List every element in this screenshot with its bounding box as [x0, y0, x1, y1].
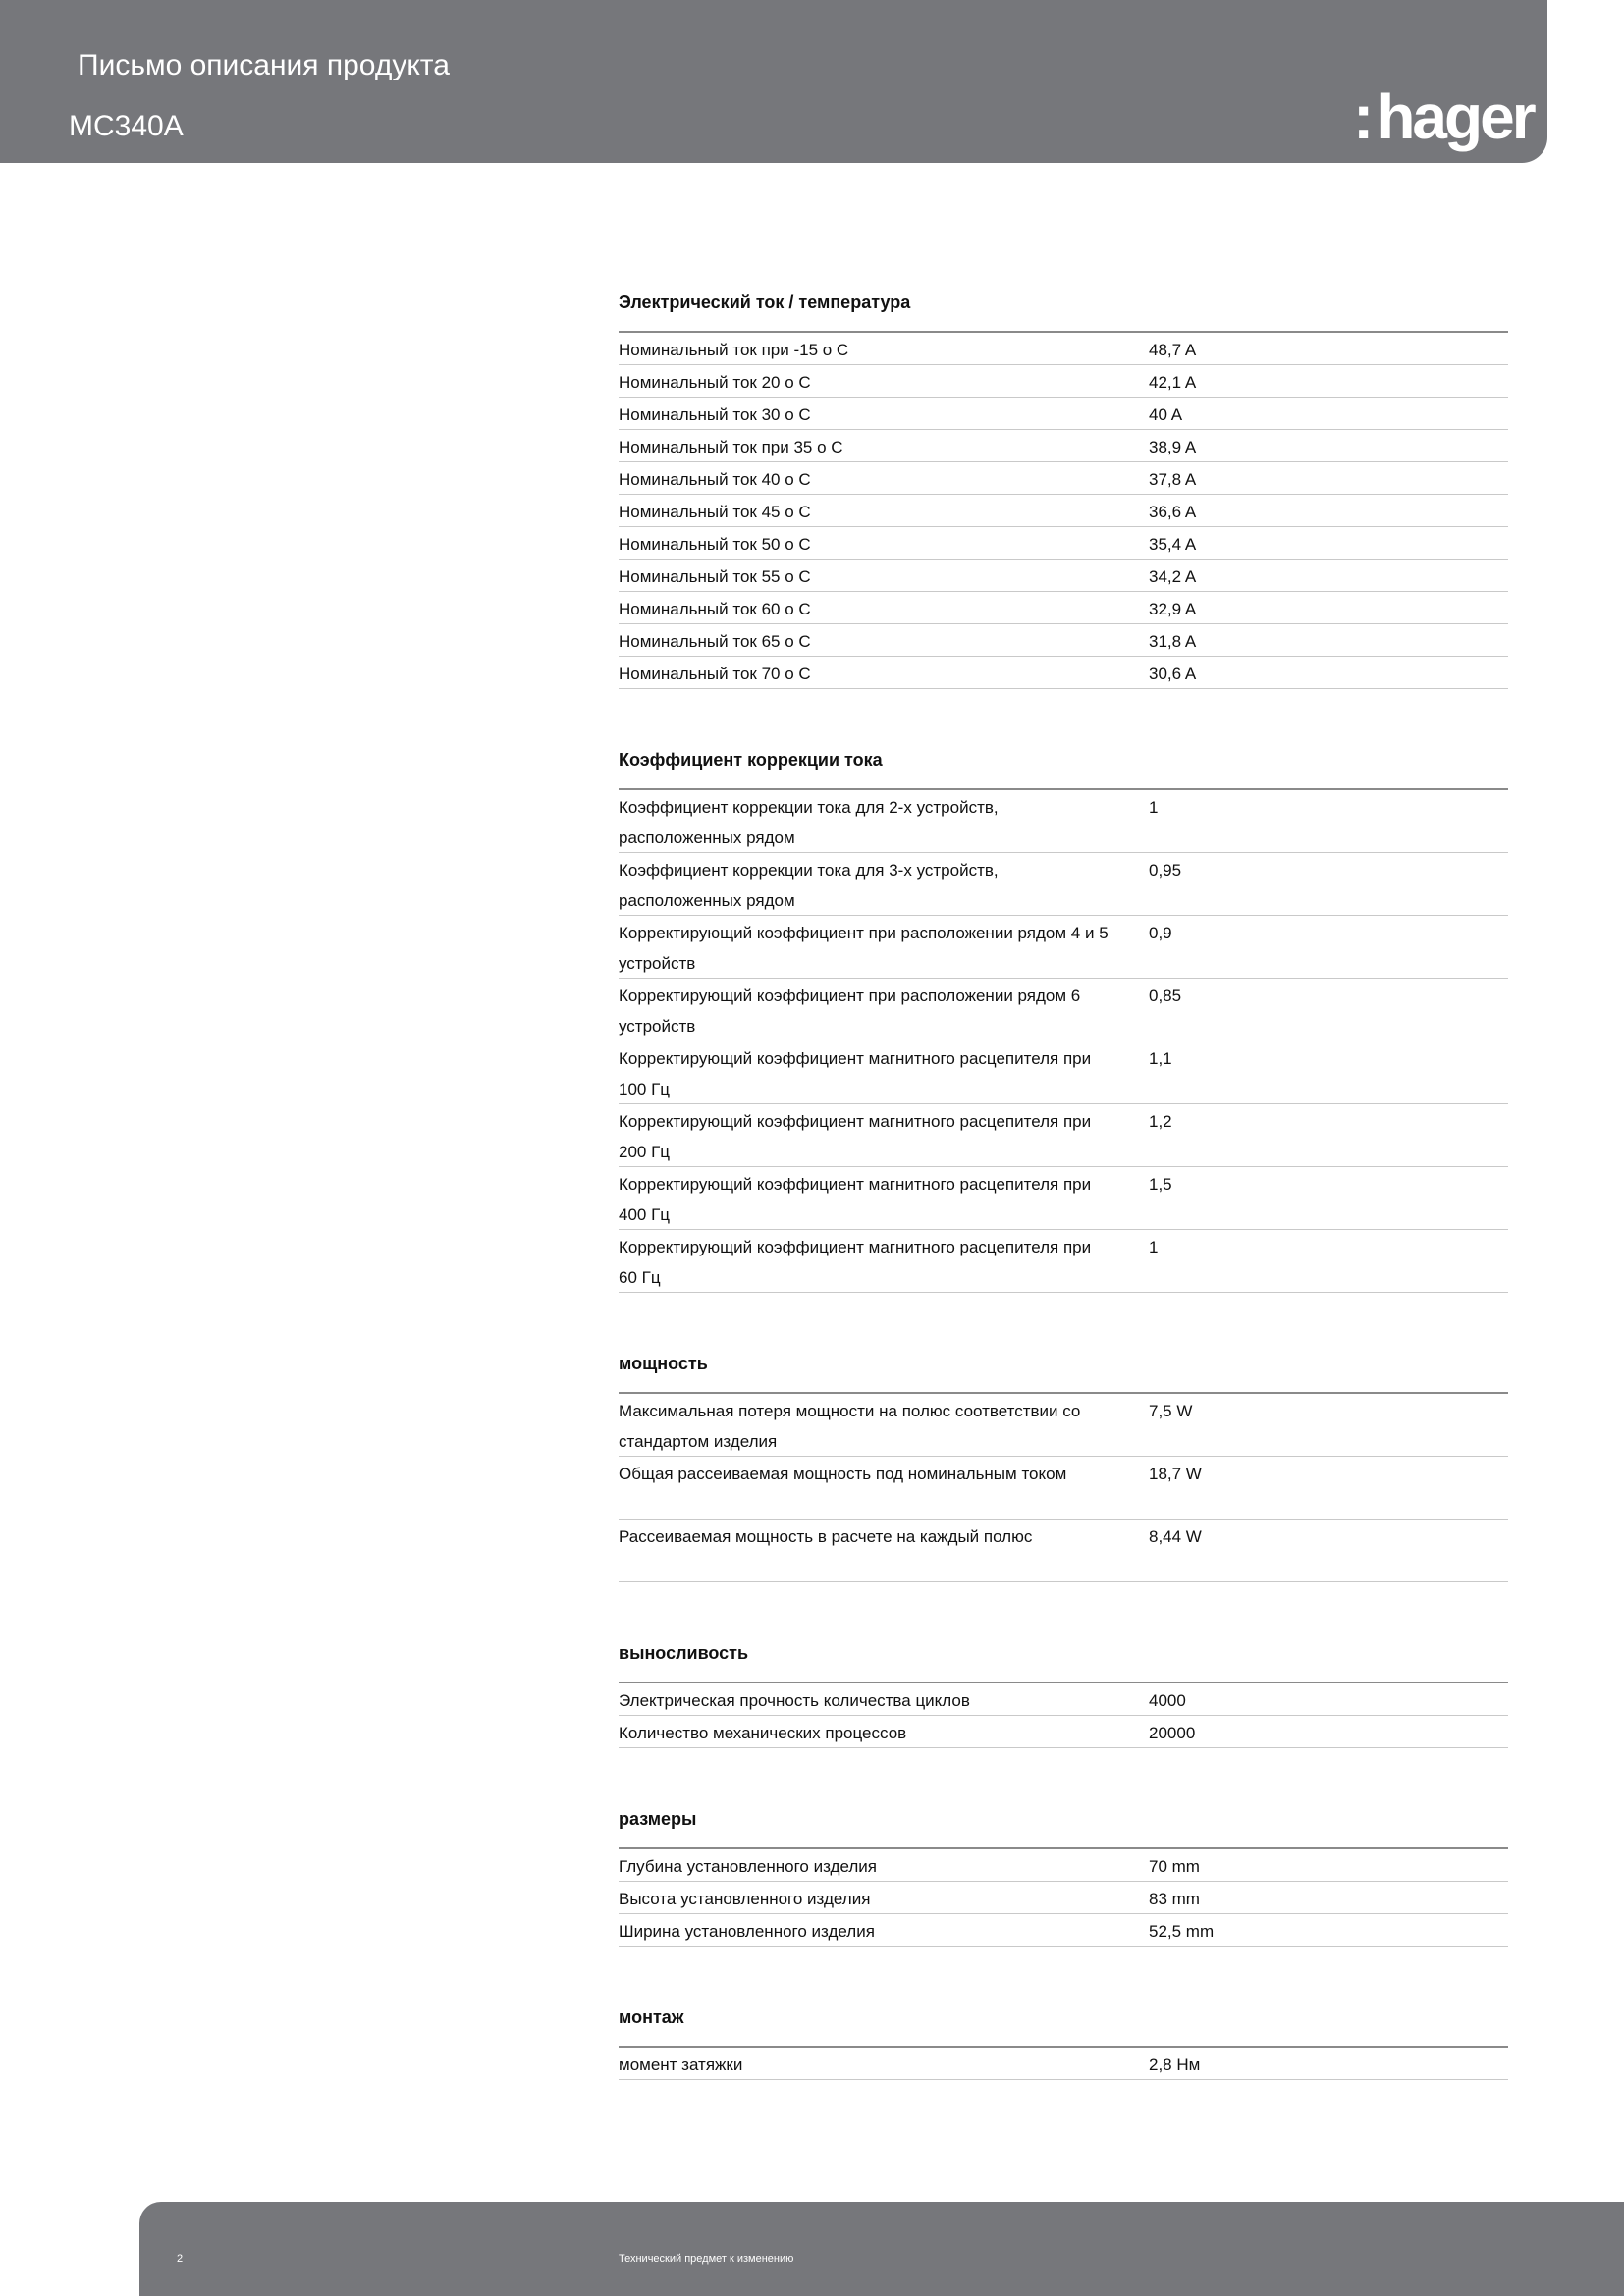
spec-row — [619, 916, 1508, 979]
spec-row — [619, 365, 1508, 398]
spec-value: 70 mm — [1149, 1857, 1200, 1876]
spec-label: Номинальный ток 45 o C — [619, 503, 811, 521]
page-footer — [139, 2202, 1624, 2296]
spec-label: Номинальный ток 50 o C — [619, 535, 811, 554]
footer-note: Технический предмет к изменению — [619, 2253, 794, 2265]
section-gap — [619, 1582, 1508, 1626]
spec-content — [619, 275, 1508, 2080]
spec-value: 35,4 A — [1149, 535, 1197, 554]
spec-value: 30,6 A — [1149, 665, 1197, 683]
section-title-endurance: выносливость — [619, 1626, 1508, 1683]
hager-logo — [1353, 81, 1534, 152]
spec-value: 38,9 A — [1149, 438, 1197, 456]
spec-value: 7,5 W — [1149, 1402, 1193, 1420]
spec-label: Номинальный ток 55 o C — [619, 567, 811, 586]
spec-row — [619, 333, 1508, 365]
spec-row — [619, 462, 1508, 495]
page-header — [0, 0, 1547, 163]
spec-value: 1,5 — [1149, 1175, 1172, 1194]
section-gap — [619, 689, 1508, 732]
spec-row — [619, 1041, 1508, 1104]
spec-value: 36,6 A — [1149, 503, 1197, 521]
spec-label: Корректирующий коэффициент при расположении рядом 6 устройств — [619, 987, 1081, 1036]
spec-row — [619, 1716, 1508, 1748]
spec-value: 1 — [1149, 1238, 1159, 1256]
spec-label: Корректирующий коэффициент магнитного расцепителя при 60 Гц — [619, 1238, 1092, 1287]
spec-row — [619, 495, 1508, 527]
spec-value: 1,1 — [1149, 1049, 1172, 1068]
spec-row — [619, 979, 1508, 1041]
spec-value: 1,2 — [1149, 1112, 1172, 1131]
spec-row — [619, 1849, 1508, 1882]
spec-label: Номинальный ток 70 o C — [619, 665, 811, 683]
spec-value: 34,2 A — [1149, 567, 1197, 586]
spec-label: Корректирующий коэффициент магнитного расцепителя при 100 Гц — [619, 1049, 1092, 1098]
spec-value: 0,95 — [1149, 861, 1182, 880]
spec-row — [619, 2048, 1508, 2080]
spec-row — [619, 592, 1508, 624]
spec-label: Корректирующий коэффициент магнитного расцепителя при 200 Гц — [619, 1112, 1092, 1161]
spec-row — [619, 1457, 1508, 1520]
spec-row — [619, 527, 1508, 560]
spec-value: 20000 — [1149, 1724, 1196, 1742]
section-gap — [619, 1947, 1508, 1990]
spec-row — [619, 1914, 1508, 1947]
spec-row — [619, 430, 1508, 462]
page-number: 2 — [177, 2253, 184, 2265]
section-title-current-temperature: Электрический ток / температура — [619, 275, 1508, 333]
section-gap — [619, 1748, 1508, 1791]
document-title: Письмо описания продукта — [78, 49, 450, 81]
spec-label: Номинальный ток 60 o C — [619, 600, 811, 618]
section-title-power: мощность — [619, 1336, 1508, 1394]
spec-value: 2,8 Нм — [1149, 2056, 1201, 2074]
spec-value: 0,9 — [1149, 924, 1172, 942]
spec-value: 40 A — [1149, 405, 1183, 424]
spec-row — [619, 1683, 1508, 1716]
spec-label: Номинальный ток при 35 o C — [619, 438, 843, 456]
spec-row — [619, 560, 1508, 592]
spec-label: Номинальный ток 20 o C — [619, 373, 811, 392]
spec-label: Высота установленного изделия — [619, 1890, 871, 1908]
section-title-mounting: монтаж — [619, 1990, 1508, 2048]
section-title-correction: Коэффициент коррекции тока — [619, 732, 1508, 790]
spec-label: Рассеиваемая мощность в расчете на каждый полюс — [619, 1527, 1033, 1546]
spec-value: 18,7 W — [1149, 1465, 1202, 1483]
spec-value: 0,85 — [1149, 987, 1182, 1005]
spec-row — [619, 1230, 1508, 1293]
spec-label: Коэффициент коррекции тока для 2-х устройств, расположенных рядом — [619, 798, 999, 847]
spec-label: Номинальный ток 30 o C — [619, 405, 811, 424]
product-code: MC340A — [69, 110, 184, 142]
spec-row — [619, 1520, 1508, 1582]
spec-value: 4000 — [1149, 1691, 1186, 1710]
spec-label: Ширина установленного изделия — [619, 1922, 875, 1941]
spec-label: момент затяжки — [619, 2056, 743, 2074]
logo-text: hager — [1377, 81, 1534, 152]
spec-row — [619, 398, 1508, 430]
spec-row — [619, 624, 1508, 657]
spec-value: 83 mm — [1149, 1890, 1200, 1908]
spec-label: Максимальная потеря мощности на полюс соответствии со стандартом изделия — [619, 1402, 1081, 1451]
spec-row — [619, 1167, 1508, 1230]
spec-value: 42,1 A — [1149, 373, 1197, 392]
spec-label: Глубина установленного изделия — [619, 1857, 877, 1876]
spec-row — [619, 1882, 1508, 1914]
spec-label: Корректирующий коэффициент при расположении рядом 4 и 5 устройств — [619, 924, 1109, 973]
spec-value: 1 — [1149, 798, 1159, 817]
spec-label: Общая рассеиваемая мощность под номинальным током — [619, 1465, 1067, 1483]
spec-label: Электрическая прочность количества циклов — [619, 1691, 970, 1710]
spec-value: 8,44 W — [1149, 1527, 1202, 1546]
spec-label: Номинальный ток 40 o C — [619, 470, 811, 489]
spec-row — [619, 853, 1508, 916]
logo-mark: : — [1353, 81, 1372, 152]
spec-label: Корректирующий коэффициент магнитного расцепителя при 400 Гц — [619, 1175, 1092, 1224]
spec-value: 32,9 A — [1149, 600, 1197, 618]
spec-row — [619, 1394, 1508, 1457]
spec-value: 37,8 A — [1149, 470, 1197, 489]
spec-row — [619, 1104, 1508, 1167]
spec-label: Номинальный ток при -15 o C — [619, 341, 849, 359]
spec-value: 48,7 A — [1149, 341, 1197, 359]
spec-row — [619, 790, 1508, 853]
spec-value: 31,8 A — [1149, 632, 1197, 651]
spec-label: Коэффициент коррекции тока для 3-х устройств, расположенных рядом — [619, 861, 999, 910]
section-gap — [619, 1293, 1508, 1336]
spec-label: Количество механических процессов — [619, 1724, 907, 1742]
spec-row — [619, 657, 1508, 689]
section-title-dimensions: размеры — [619, 1791, 1508, 1849]
spec-label: Номинальный ток 65 o C — [619, 632, 811, 651]
spec-value: 52,5 mm — [1149, 1922, 1215, 1941]
